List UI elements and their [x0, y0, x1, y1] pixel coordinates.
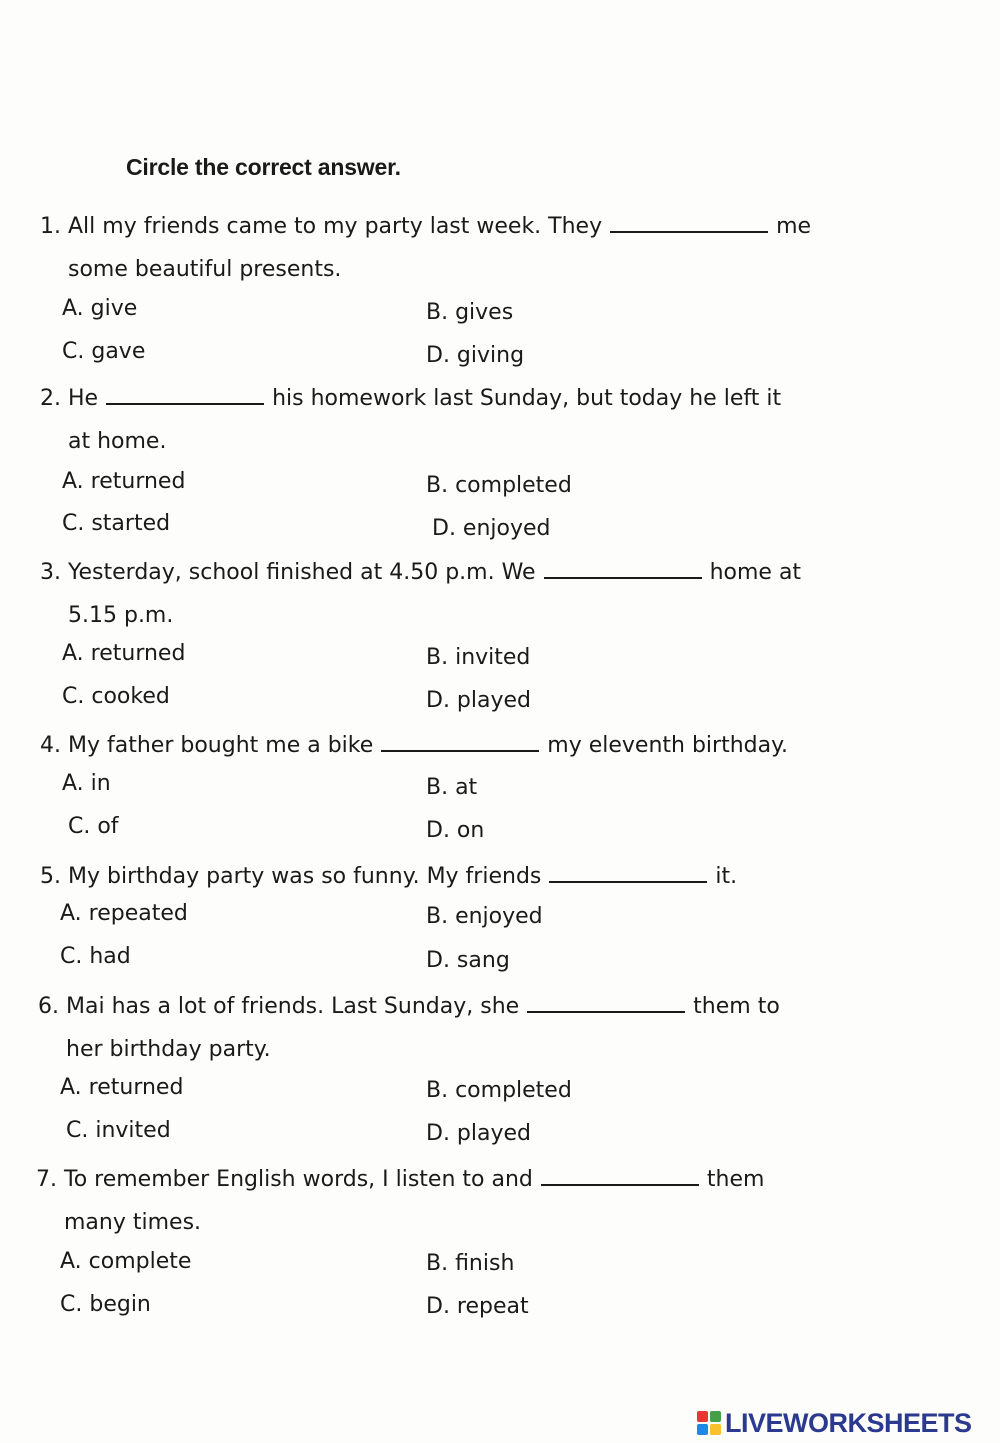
question-text-after: them to — [693, 994, 780, 1019]
option-b[interactable]: B. completed — [426, 1078, 572, 1103]
logo-square — [710, 1411, 721, 1422]
option-b[interactable]: B. gives — [426, 300, 514, 325]
option-c[interactable]: C. cooked — [62, 684, 170, 709]
question-number: 2. — [40, 386, 61, 411]
option-c[interactable]: C. had — [60, 944, 131, 969]
question-text-line2: some beautiful presents. — [68, 257, 342, 282]
question-4 — [40, 724, 860, 767]
question-text-line2: at home. — [68, 429, 167, 454]
option-b[interactable]: B. invited — [426, 645, 531, 670]
option-d[interactable]: D. played — [426, 688, 532, 713]
answer-blank[interactable] — [106, 383, 264, 405]
option-d[interactable]: D. played — [426, 1121, 532, 1146]
question-text-line2: her birthday party. — [66, 1037, 271, 1062]
option-c[interactable]: C. gave — [62, 339, 146, 364]
brand-name: LIVEWORKSHEETS — [725, 1407, 972, 1438]
logo-square — [697, 1424, 708, 1435]
question-text-before: My father bought me a bike — [68, 733, 374, 758]
question-number: 6. — [38, 994, 59, 1019]
liveworksheets-icon — [697, 1411, 721, 1435]
option-d[interactable]: D. on — [426, 818, 485, 843]
option-d[interactable]: D. repeat — [426, 1294, 529, 1319]
question-text-before: All my friends came to my party last week. They — [68, 214, 603, 239]
question-text-line2: many times. — [64, 1210, 202, 1235]
question-5 — [40, 855, 860, 898]
question-1 — [40, 205, 860, 291]
option-c[interactable]: C. of — [68, 814, 119, 839]
answer-blank[interactable] — [527, 991, 685, 1013]
question-3 — [40, 551, 860, 637]
question-text-before: Mai has a lot of friends. Last Sunday, she — [66, 994, 520, 1019]
question-text-after: his homework last Sunday, but today he left it — [272, 386, 782, 411]
option-d[interactable]: D. giving — [426, 343, 525, 368]
option-a[interactable]: A. repeated — [60, 901, 188, 926]
answer-blank[interactable] — [544, 557, 702, 579]
option-b[interactable]: B. at — [426, 775, 478, 800]
logo-square — [710, 1424, 721, 1435]
answer-blank[interactable] — [610, 211, 768, 233]
option-a[interactable]: A. returned — [62, 469, 186, 494]
option-b[interactable]: B. completed — [426, 473, 572, 498]
option-d[interactable]: D. enjoyed — [432, 516, 551, 541]
option-b[interactable]: B. enjoyed — [426, 904, 543, 929]
option-a[interactable]: A. complete — [60, 1249, 192, 1274]
option-a[interactable]: A. in — [62, 771, 111, 796]
question-7 — [36, 1158, 856, 1244]
option-b[interactable]: B. finish — [426, 1251, 515, 1276]
answer-blank[interactable] — [541, 1164, 699, 1186]
option-c[interactable]: C. invited — [66, 1118, 171, 1143]
option-a[interactable]: A. returned — [60, 1075, 184, 1100]
question-6 — [38, 985, 858, 1071]
question-text-before: My birthday party was so funny. My friends — [68, 864, 542, 889]
question-number: 3. — [40, 560, 61, 585]
question-text-after: them — [706, 1167, 765, 1192]
option-a[interactable]: A. give — [62, 296, 138, 321]
answer-blank[interactable] — [549, 861, 707, 883]
question-text-before: Yesterday, school finished at 4.50 p.m. We — [68, 560, 536, 585]
option-a[interactable]: A. returned — [62, 641, 186, 666]
answer-blank[interactable] — [381, 730, 539, 752]
question-text-before: To remember English words, I listen to and — [64, 1167, 533, 1192]
question-text-line2: 5.15 p.m. — [68, 603, 174, 628]
question-text-after: my eleventh birthday. — [547, 733, 788, 758]
question-text-after: home at — [709, 560, 802, 585]
brand-logo[interactable] — [697, 1408, 972, 1438]
option-c[interactable]: C. started — [62, 511, 171, 536]
question-number: 4. — [40, 733, 61, 758]
question-number: 5. — [40, 864, 61, 889]
option-c[interactable]: C. begin — [60, 1292, 151, 1317]
question-2 — [40, 377, 860, 463]
logo-square — [697, 1411, 708, 1422]
question-number: 1. — [40, 214, 61, 239]
option-d[interactable]: D. sang — [426, 948, 510, 973]
question-text-after: it. — [715, 864, 738, 889]
question-text-after: me — [776, 214, 812, 239]
question-number: 7. — [36, 1167, 57, 1192]
instruction-title: Circle the correct answer. — [126, 154, 401, 180]
question-text-before: He — [68, 386, 99, 411]
